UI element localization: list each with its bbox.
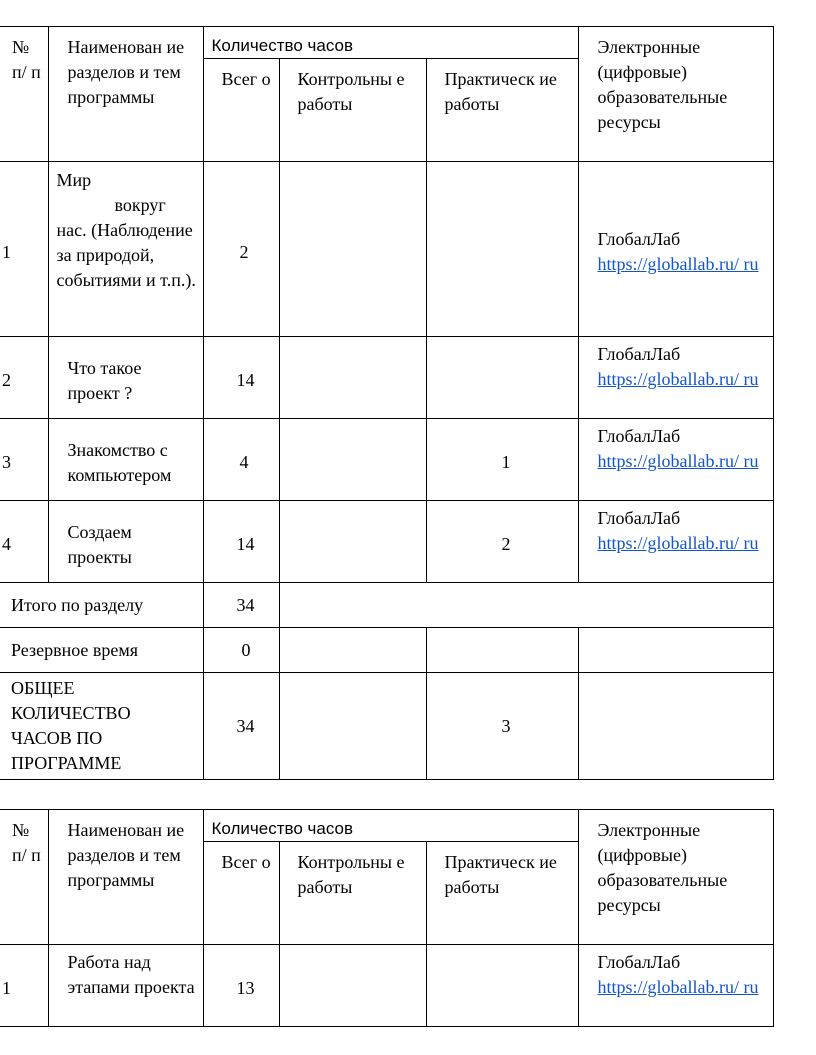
globallab-link[interactable]: https://globallab.ru/ ru (597, 254, 759, 274)
resource-label: ГлобалЛаб (597, 344, 681, 364)
row-total: 13 (203, 945, 279, 1027)
header-practice: Практическ ие работы (426, 59, 578, 162)
header-total: Всег о (203, 842, 279, 945)
header-resources: Электронные (цифровые) образовательные ресурсы (578, 27, 773, 162)
row-practice (426, 337, 578, 419)
header-practice: Практическ ие работы (426, 842, 578, 945)
table-row (0, 337, 773, 419)
row-practice (426, 945, 578, 1027)
row-total: 4 (203, 419, 279, 501)
resource-label: ГлобалЛаб (597, 952, 681, 972)
row-name: Что такое проект ? (48, 337, 203, 419)
row-resource (578, 337, 773, 419)
row-num: 3 (0, 419, 48, 501)
row-control (279, 419, 426, 501)
header-num: № п/ п (0, 810, 48, 945)
row-total: 14 (203, 501, 279, 583)
resource-label: ГлобалЛаб (597, 508, 681, 528)
row-name-part: нас. (Наблюдение за природой, событиями и т.п.). (56, 220, 196, 290)
row-name-part: вокруг (114, 195, 166, 215)
reserve-control (279, 628, 426, 673)
subtotal-total: 34 (203, 583, 279, 628)
row-practice: 1 (426, 419, 578, 501)
table-row (0, 419, 773, 501)
row-control (279, 501, 426, 583)
row-name: Знакомство с компьютером (48, 419, 203, 501)
subtotal-empty (279, 583, 773, 628)
hours-table-2 (0, 809, 774, 1027)
subtotal-row (0, 583, 773, 628)
globallab-link[interactable]: https://globallab.ru/ ru (597, 533, 759, 553)
row-control (279, 162, 426, 337)
subtotal-label: Итого по разделу (0, 583, 203, 628)
header-hours: Количество часов (203, 27, 578, 59)
grand-total: 34 (203, 673, 279, 780)
globallab-link[interactable]: https://globallab.ru/ ru (597, 451, 759, 471)
table-row (0, 501, 773, 583)
row-num: 2 (0, 337, 48, 419)
row-resource (578, 945, 773, 1027)
reserve-practice (426, 628, 578, 673)
header-total: Всег о (203, 59, 279, 162)
reserve-resource (578, 628, 773, 673)
header-num: № п/ п (0, 27, 48, 162)
row-control (279, 945, 426, 1027)
row-total: 2 (203, 162, 279, 337)
grand-label: ОБЩЕЕ КОЛИЧЕСТВО ЧАСОВ ПО ПРОГРАММЕ (0, 673, 203, 780)
row-name-part: Мир (56, 170, 92, 190)
row-control (279, 337, 426, 419)
table-row (0, 162, 773, 337)
globallab-link[interactable]: https://globallab.ru/ ru (597, 977, 759, 997)
hours-table-1 (0, 26, 774, 780)
header-resources: Электронные (цифровые) образовательные ресурсы (578, 810, 773, 945)
header-control: Контрольны е работы (279, 59, 426, 162)
grand-total-row (0, 673, 773, 780)
header-name: Наименован ие разделов и тем программы (48, 27, 203, 162)
globallab-link[interactable]: https://globallab.ru/ ru (597, 369, 759, 389)
reserve-row (0, 628, 773, 673)
row-resource (578, 419, 773, 501)
resource-label: ГлобалЛаб (597, 426, 681, 446)
row-practice (426, 162, 578, 337)
row-name (48, 162, 203, 337)
reserve-total: 0 (203, 628, 279, 673)
grand-resource (578, 673, 773, 780)
row-resource (578, 162, 773, 337)
row-num: 4 (0, 501, 48, 583)
row-num: 1 (0, 945, 48, 1027)
row-name: Работа над этапами проекта (48, 945, 203, 1027)
row-resource (578, 501, 773, 583)
header-hours: Количество часов (203, 810, 578, 842)
header-name: Наименован ие разделов и тем программы (48, 810, 203, 945)
row-practice: 2 (426, 501, 578, 583)
row-total: 14 (203, 337, 279, 419)
grand-control (279, 673, 426, 780)
grand-practice: 3 (426, 673, 578, 780)
row-name: Создаем проекты (48, 501, 203, 583)
table-row (0, 945, 773, 1027)
row-num: 1 (0, 162, 48, 337)
resource-label: ГлобалЛаб (597, 229, 681, 249)
header-control: Контрольны е работы (279, 842, 426, 945)
reserve-label: Резервное время (0, 628, 203, 673)
